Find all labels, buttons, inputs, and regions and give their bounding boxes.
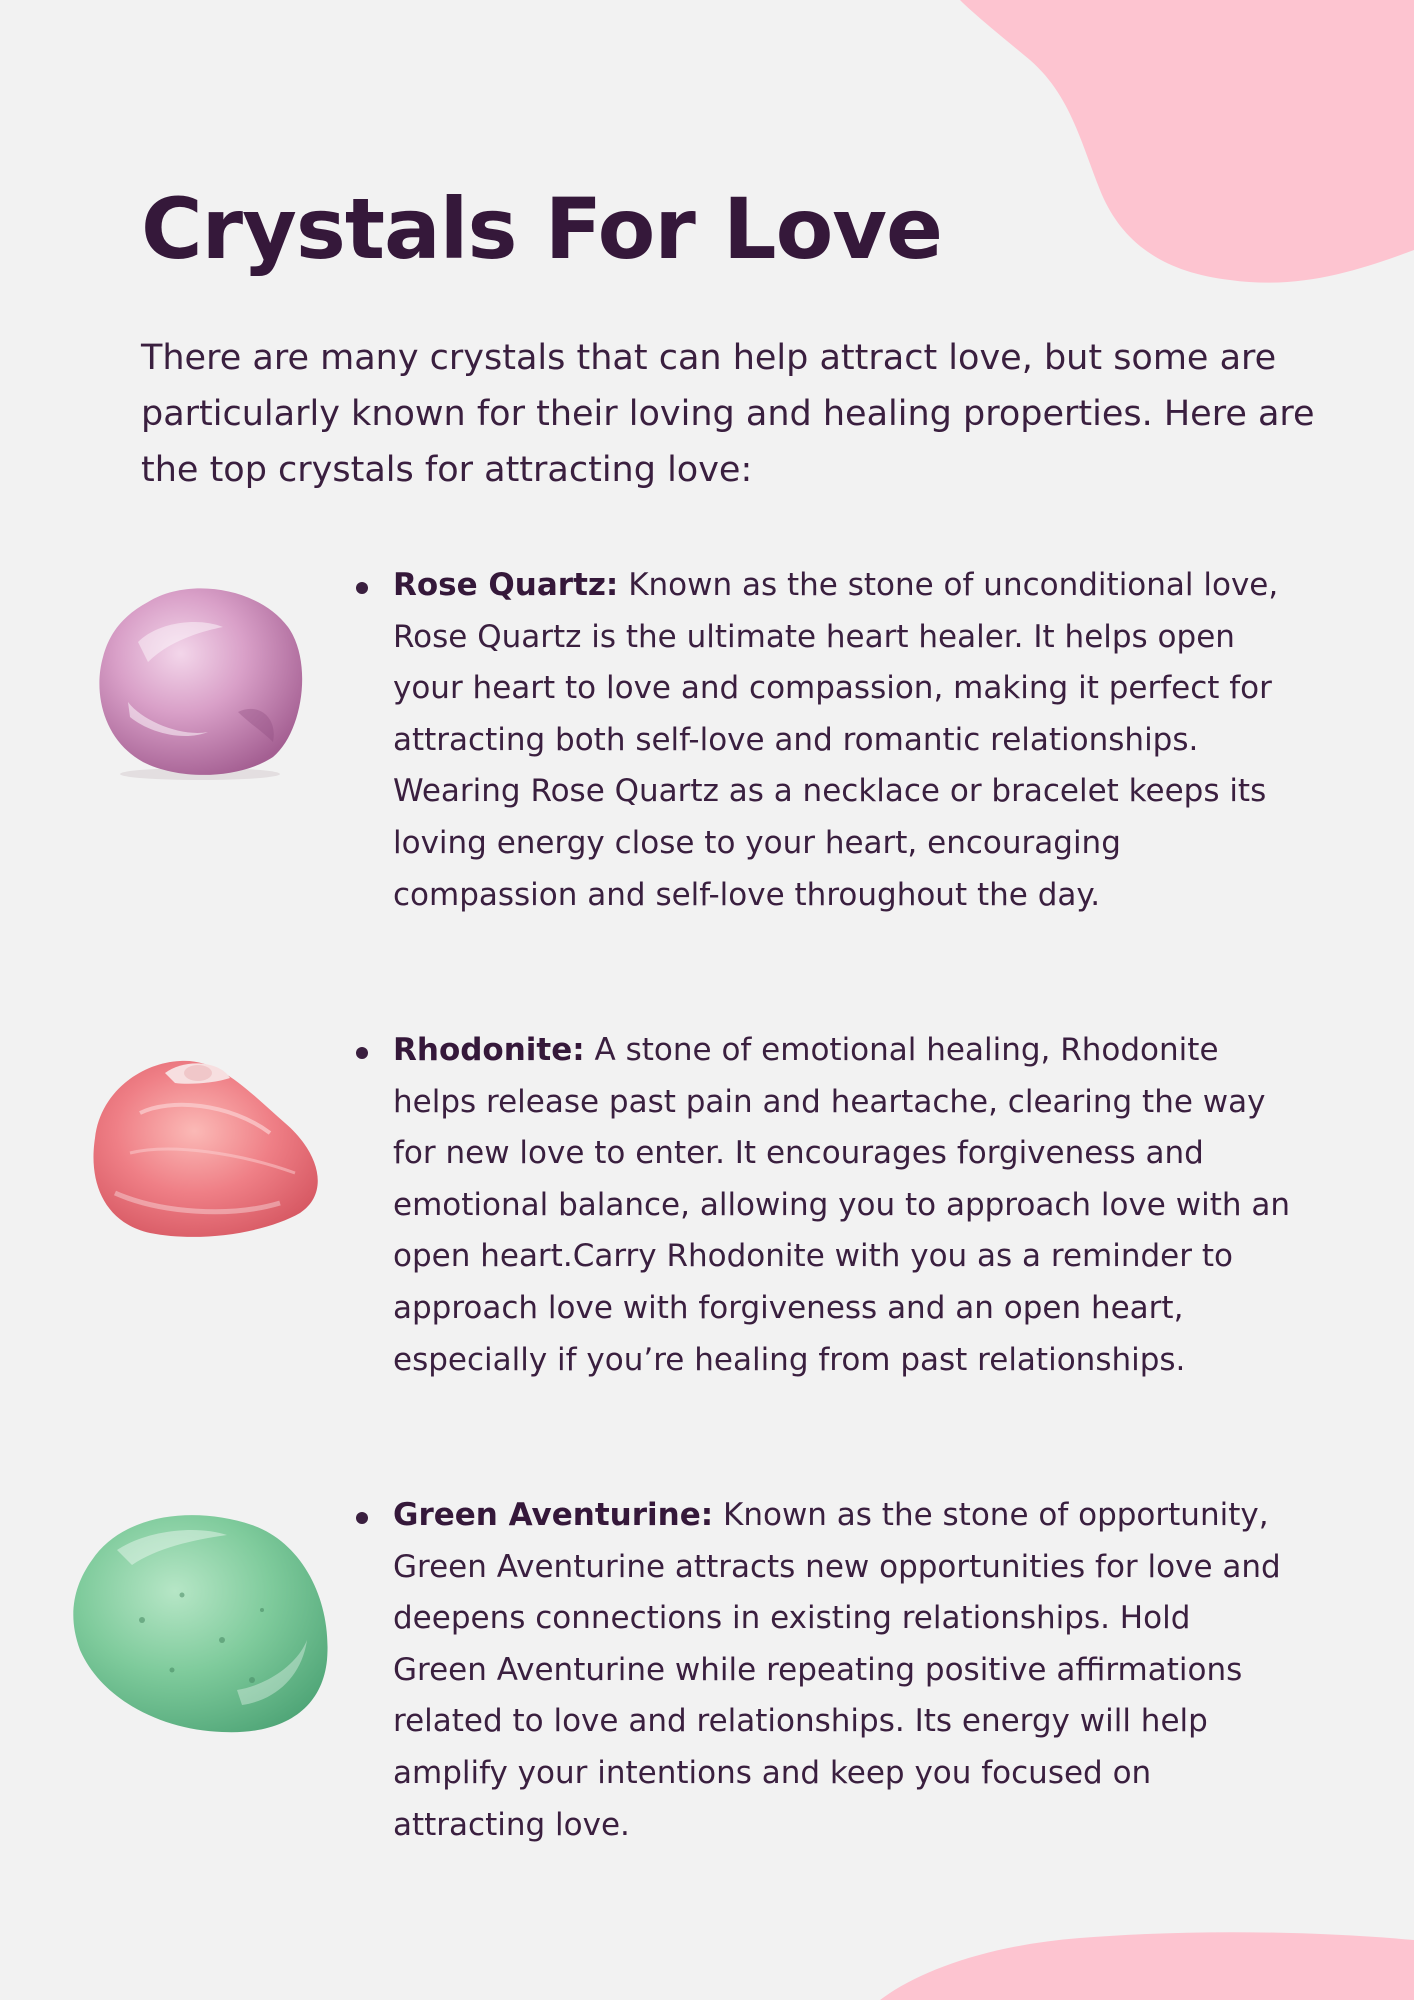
crystal-description: Known as the stone of unconditional love, Rose Quartz is the ultimate heart healer. It helps open your heart to love and compassion, making it perfect for attracting both self-love and romantic relationships. Wearing Rose Quartz as a necklace or bracelet keeps its loving energy close to your heart, encouraging compassion and self-love throughout the day. xyxy=(393,567,1279,913)
crystal-description: A stone of emotional healing, Rhodonite helps release past pain and heartache, clearing the way for new love to enter. It encourages forgiveness and emotional balance, allowing you to approach love with an open heart.Carry Rhodonite with you as a reminder to approach love with forgiveness and an open heart, especially if you’re healing from past relationships. xyxy=(393,1032,1291,1378)
intro-paragraph: There are many crystals that can help attract love, but some are particularly known for their loving and healing properties. Here are the top crystals for attracting love: xyxy=(141,338,1315,490)
bullet-point xyxy=(356,1047,368,1059)
green-aventurine-stone-image xyxy=(62,1500,336,1740)
crystal-text-rose-quartz xyxy=(393,560,1293,921)
crystal-text-green-aventurine xyxy=(393,1490,1293,1851)
crystal-name: Rose Quartz: xyxy=(393,567,619,603)
page-title: Crystals For Love xyxy=(141,180,943,278)
bullet-point xyxy=(356,1512,368,1524)
rose-quartz-stone-image xyxy=(88,582,308,782)
decorative-blob-top xyxy=(960,0,1414,285)
crystal-text-rhodonite xyxy=(393,1025,1293,1386)
crystal-name: Green Aventurine: xyxy=(393,1497,714,1533)
decorative-blob-bottom xyxy=(880,1930,1414,2000)
rhodonite-stone-image xyxy=(70,1043,330,1243)
crystal-description: Known as the stone of opportunity, Green Aventurine attracts new opportunities for love and deepens connections in existing relationships. Hold Green Aventurine while repeating positive affirmations related to love and relationships. Its energy will help amplify your intentions and keep you focused on attracting love. xyxy=(393,1497,1281,1843)
crystal-name: Rhodonite: xyxy=(393,1032,585,1068)
bullet-point xyxy=(356,582,368,594)
